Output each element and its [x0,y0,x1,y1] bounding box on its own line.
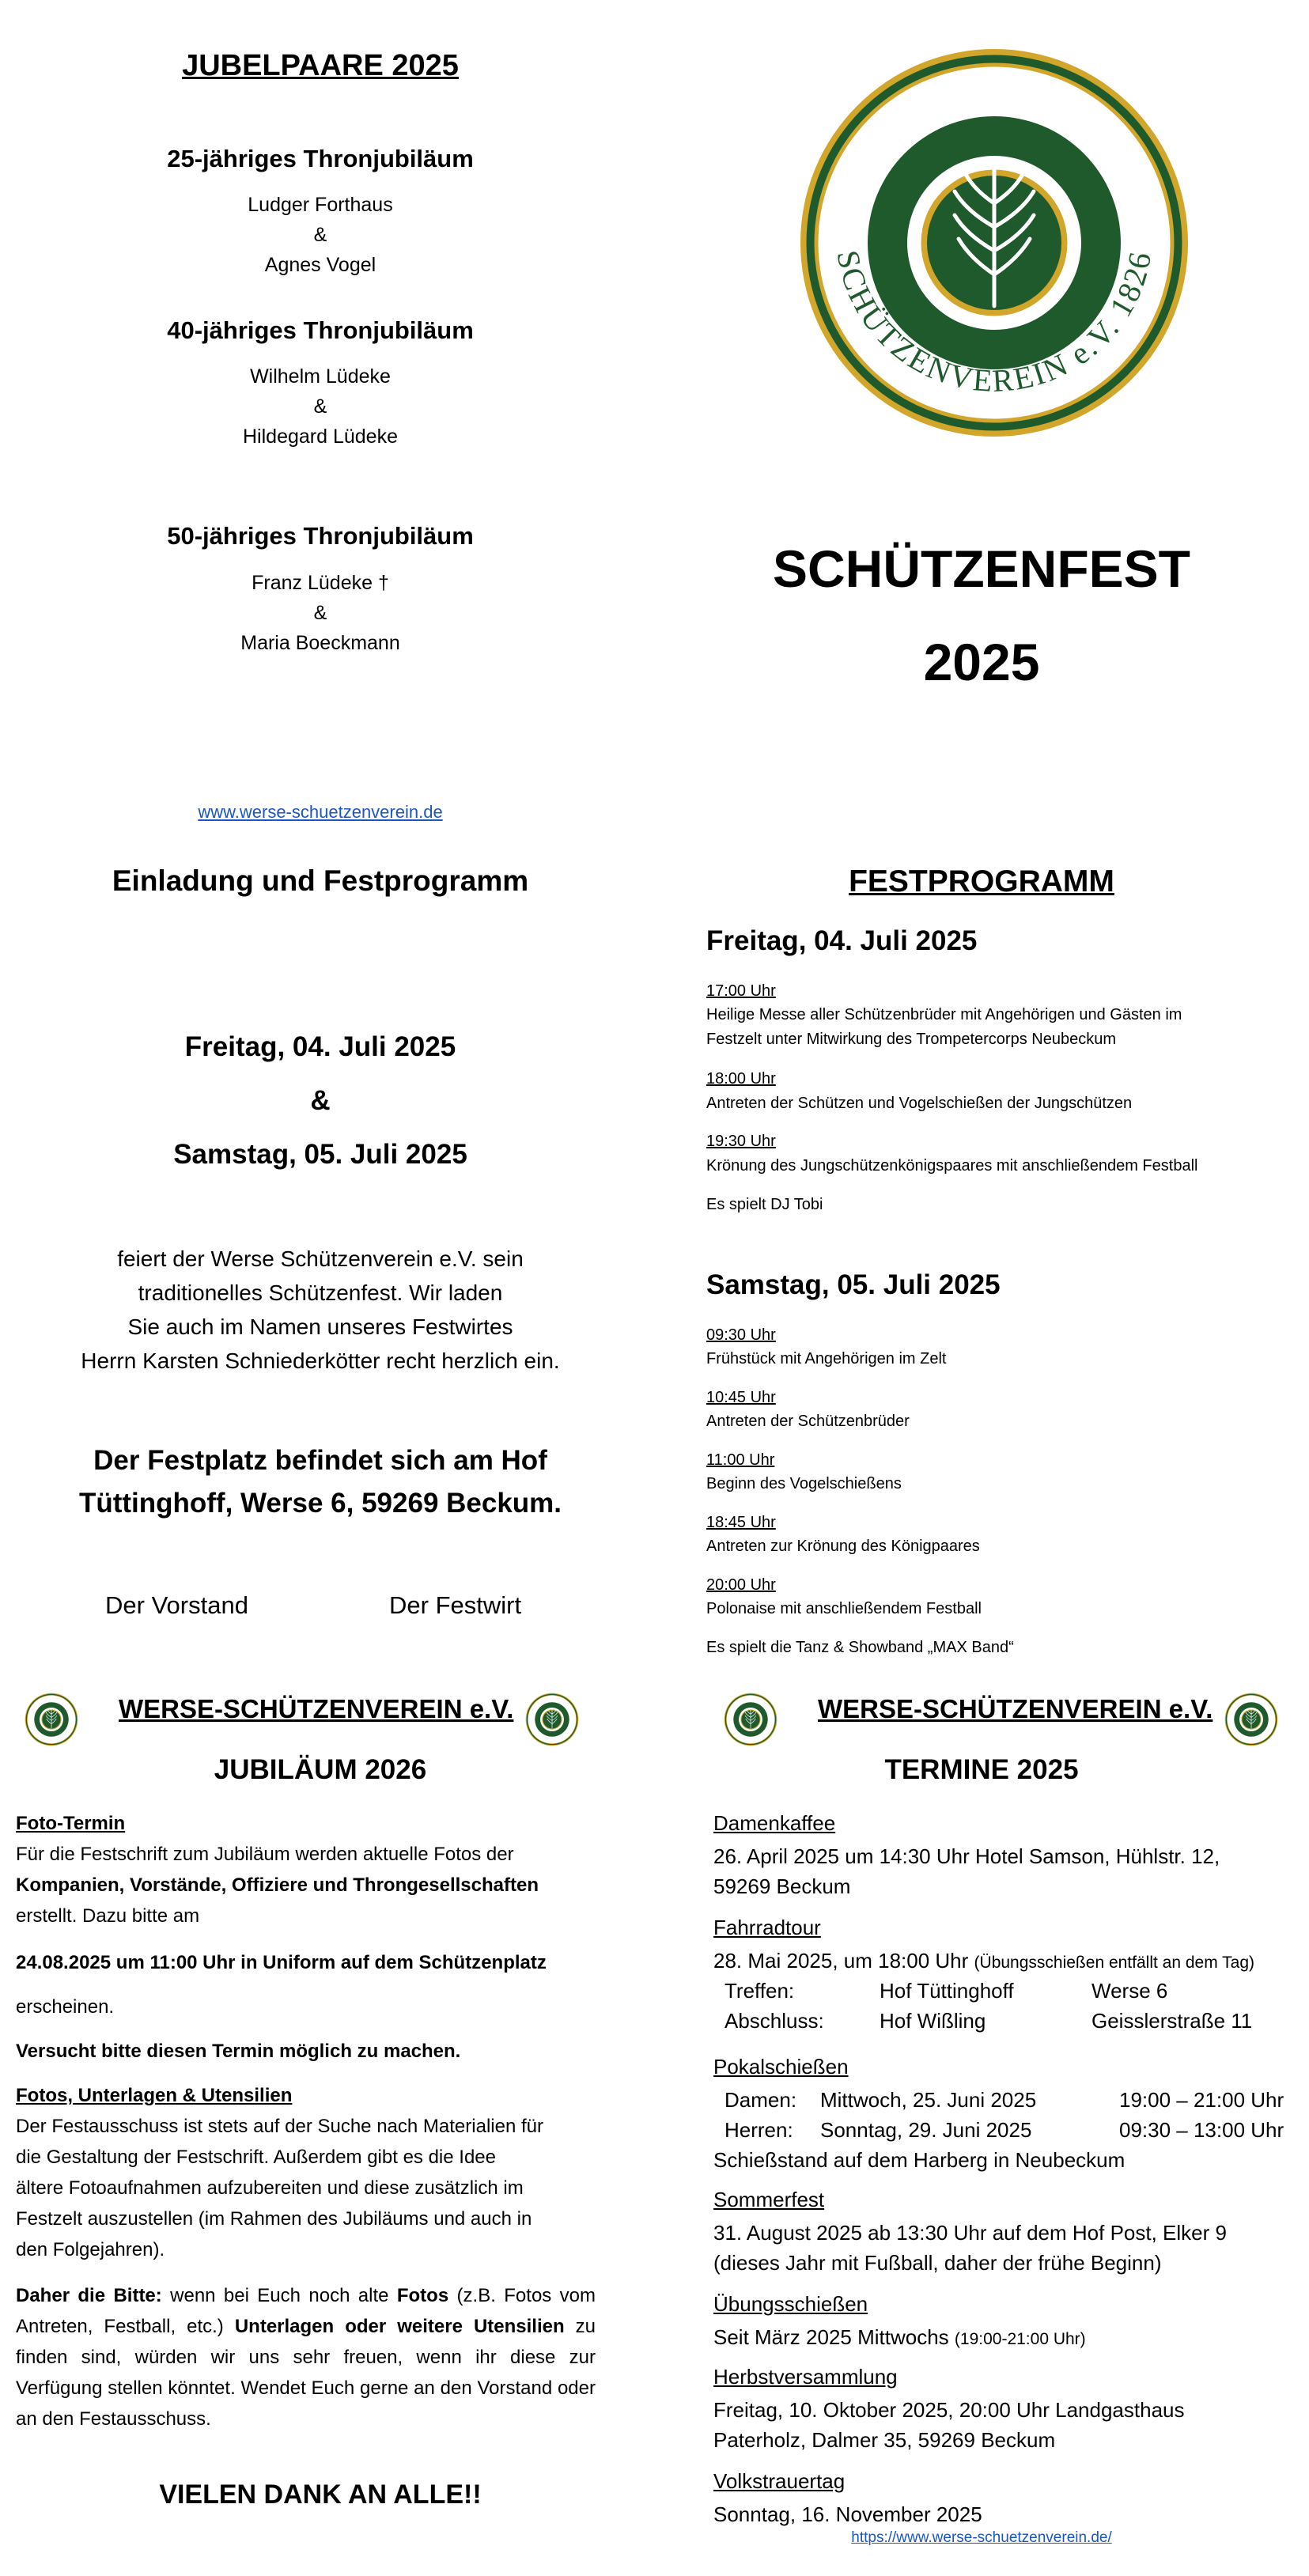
org-header: WERSE-SCHÜTZENVEREIN e.V. [119,1694,514,1723]
foto-try: Versucht bitte diesen Termin möglich zu machen. [16,2041,461,2062]
logo-top-text: WERSE [900,78,1089,147]
jubilaeum-foto-section: Foto-Termin Für die Festschrift zum Jubiläum werden aktuelle Fotos der Kompanien, Vorstände, Offiziere und Throngesellschaften erstellt. Dazu bitte am [16,1808,596,1931]
club-logo-small [1224,1693,1278,1746]
fahrradtour-addr: Geisslerstraße 11 [1091,2009,1253,2033]
damenkaffee-heading: Damenkaffee [713,1811,836,1835]
jubilee-names-50: Franz Lüdeke † & Maria Boeckmann [240,572,400,654]
website-link-bottom[interactable] [654,2529,1309,2547]
event-time: 11:00 Uhr [706,1451,775,1469]
jubilee-heading-40: 40-jähriges Thronjubiläum [167,316,474,344]
website-link[interactable] [0,802,641,823]
invitation-text: feiert der Werse Schützenverein e.V. sein traditionelles Schützenfest. Wir laden Sie auch im Namen unseres Festwirtes Herrn Karsten Schniederkötter recht herzlich ein. [81,1246,560,1373]
sommerfest-text: 31. August 2025 ab 13:30 Uhr auf dem Hof Post, Elker 9 (dieses Jahr mit Fußball, daher der frühe Beginn) [713,2221,1227,2275]
event-time: 18:00 Uhr [706,1070,776,1088]
foto-heading: Foto-Termin [16,1813,126,1834]
org-header: WERSE-SCHÜTZENVEREIN e.V. [818,1694,1213,1723]
saturday-music-note: Es spielt die Tanz & Showband „MAX Band“ [706,1639,1014,1656]
thanks-text: VIELEN DANK AN ALLE!! [159,2480,482,2510]
pokal-date: Mittwoch, 25. Juni 2025 [820,2088,1037,2112]
pokal-time: 19:00 – 21:00 Uhr [1119,2088,1284,2112]
saturday-heading: Samstag, 05. Juli 2025 [706,1269,1001,1300]
jubelpaare-title: JUBELPAARE 2025 [182,49,459,82]
pokal-date: Sonntag, 29. Juni 2025 [820,2118,1032,2142]
sommerfest-heading: Sommerfest [713,2188,825,2211]
uebung-heading: Übungsschießen [713,2292,868,2316]
pokal-heading: Pokalschießen [713,2055,849,2079]
fahrradtour-place: Hof Wißling [880,2009,986,2033]
event-time: 18:45 Uhr [706,1514,776,1531]
website-link-text[interactable]: www.werse-schuetzenverein.de [198,802,443,822]
festival-dates: Freitag, 04. Juli 2025 & Samstag, 05. Juli 2025 [173,1031,467,1170]
volks-heading: Volkstrauertag [713,2469,846,2493]
herbst-text: Freitag, 10. Oktober 2025, 20:00 Uhr Landgasthaus Paterholz, Dalmer 35, 59269 Beckum [713,2398,1185,2452]
fahrradtour-heading: Fahrradtour [713,1916,821,1939]
friday-heading: Freitag, 04. Juli 2025 [706,925,978,956]
event-desc: Krönung des Jungschützenkönigspaares mit anschließendem Festball [706,1157,1198,1175]
uebung-text: Seit März 2025 Mittwochs (19:00-21:00 Uhr) [713,2325,1086,2349]
fahrradtour-place: Hof Tüttinghoff [880,1979,1014,2003]
material-heading: Fotos, Unterlagen & Utensilien [16,2085,293,2106]
pokal-label: Herren: [724,2118,793,2142]
event-time: 10:45 Uhr [706,1389,776,1406]
friday-music-note: Es spielt DJ Tobi [706,1196,823,1213]
event-desc: Antreten der Schützen und Vogelschießen der Jungschützen [706,1095,1133,1112]
festival-place: Der Festplatz befindet sich am Hof Tüttinghoff, Werse 6, 59269 Beckum. [78,1445,562,1519]
event-desc: Antreten zur Krönung des Königpaares [706,1538,980,1555]
logo-ring-text: SCHÜTZENVEREIN e.V. 1826 [830,247,1159,399]
signature-board: Der Vorstand [105,1591,248,1619]
event-time: 20:00 Uhr [706,1576,776,1594]
jubilee-heading-25: 25-jähriges Thronjubiläum [167,145,474,172]
jubilee-names-40: Wilhelm Lüdeke & Hildegard Lüdeke [243,365,398,448]
event-desc: Antreten der Schützenbrüder [706,1413,910,1430]
pokal-time: 09:30 – 13:00 Uhr [1119,2118,1284,2142]
jubilaeum-title: JUBILÄUM 2026 [214,1754,427,1785]
jubilee-heading-50: 50-jähriges Thronjubiläum [167,522,474,550]
festprogramm-title: FESTPROGRAMM [849,864,1114,898]
material-section: Fotos, Unterlagen & Utensilien Der Festausschuss ist stets auf der Suche nach Materialien für die Gestaltung der Festschrift. Außerdem gibt es die Idee ältere Fotoaufnahmen aufzubereiten und diese zusätzlich im Festzelt auszustellen (im Rahmen des Jubiläums und auch in den Folgejahren). [16,2080,596,2265]
event-time: 17:00 Uhr [706,982,776,1000]
event-time: 19:30 Uhr [706,1133,776,1150]
website-link-bottom-text[interactable]: https://www.werse-schuetzenverein.de/ [851,2529,1112,2546]
fahrradtour-label: Treffen: [724,1979,795,2003]
herbst-heading: Herbstversammlung [713,2365,898,2389]
fahrradtour-label: Abschluss: [724,2009,824,2033]
pokal-place: Schießstand auf dem Harberg in Neubeckum [713,2148,1126,2172]
club-logo-small [25,1693,78,1746]
foto-appear: erscheinen. [16,1996,115,2018]
material-request: Daher die Bitte: wenn bei Euch noch alte Fotos (z.B. Fotos vom Antreten, Festball, etc.) Unterlagen oder weitere Utensilien zu finden sind, würden wir uns sehr freuen, wenn ihr diese zur Verfügung stellen könntet. Wendet Euch gerne an den Vorstand oder an den Festausschuss. [16,2285,596,2430]
volks-text: Sonntag, 16. November 2025 [713,2502,982,2526]
event-desc: Beginn des Vogelschießens [706,1475,902,1492]
cover-title: SCHÜTZENFEST 2025 [773,539,1190,691]
event-desc: Polonaise mit anschließendem Festball [706,1600,982,1617]
jubilee-names-25: Ludger Forthaus & Agnes Vogel [248,194,393,276]
club-logo [796,45,1192,441]
pokal-label: Damen: [724,2088,797,2112]
club-logo-small [724,1693,777,1746]
event-time: 09:30 Uhr [706,1326,776,1344]
event-desc: Frühstück mit Angehörigen im Zelt [706,1350,947,1367]
foto-date: 24.08.2025 um 11:00 Uhr in Uniform auf dem Schützenplatz [16,1952,547,1973]
fahrradtour-addr: Werse 6 [1091,1979,1168,2003]
termine-title: TERMINE 2025 [884,1754,1079,1785]
invitation-heading: Einladung und Festprogramm [112,864,529,897]
event-desc: Heilige Messe aller Schützenbrüder mit Angehörigen und Gästen im Festzelt unter Mitwirkung des Trompetercorps Neubeckum [706,1006,1182,1048]
signature-host: Der Festwirt [389,1591,522,1619]
fahrradtour-date: 28. Mai 2025, um 18:00 Uhr (Übungsschießen entfällt an dem Tag) [713,1949,1255,1973]
club-logo-small [525,1693,579,1746]
damenkaffee-text: 26. April 2025 um 14:30 Uhr Hotel Samson, Hühlstr. 12, 59269 Beckum [713,1844,1220,1898]
